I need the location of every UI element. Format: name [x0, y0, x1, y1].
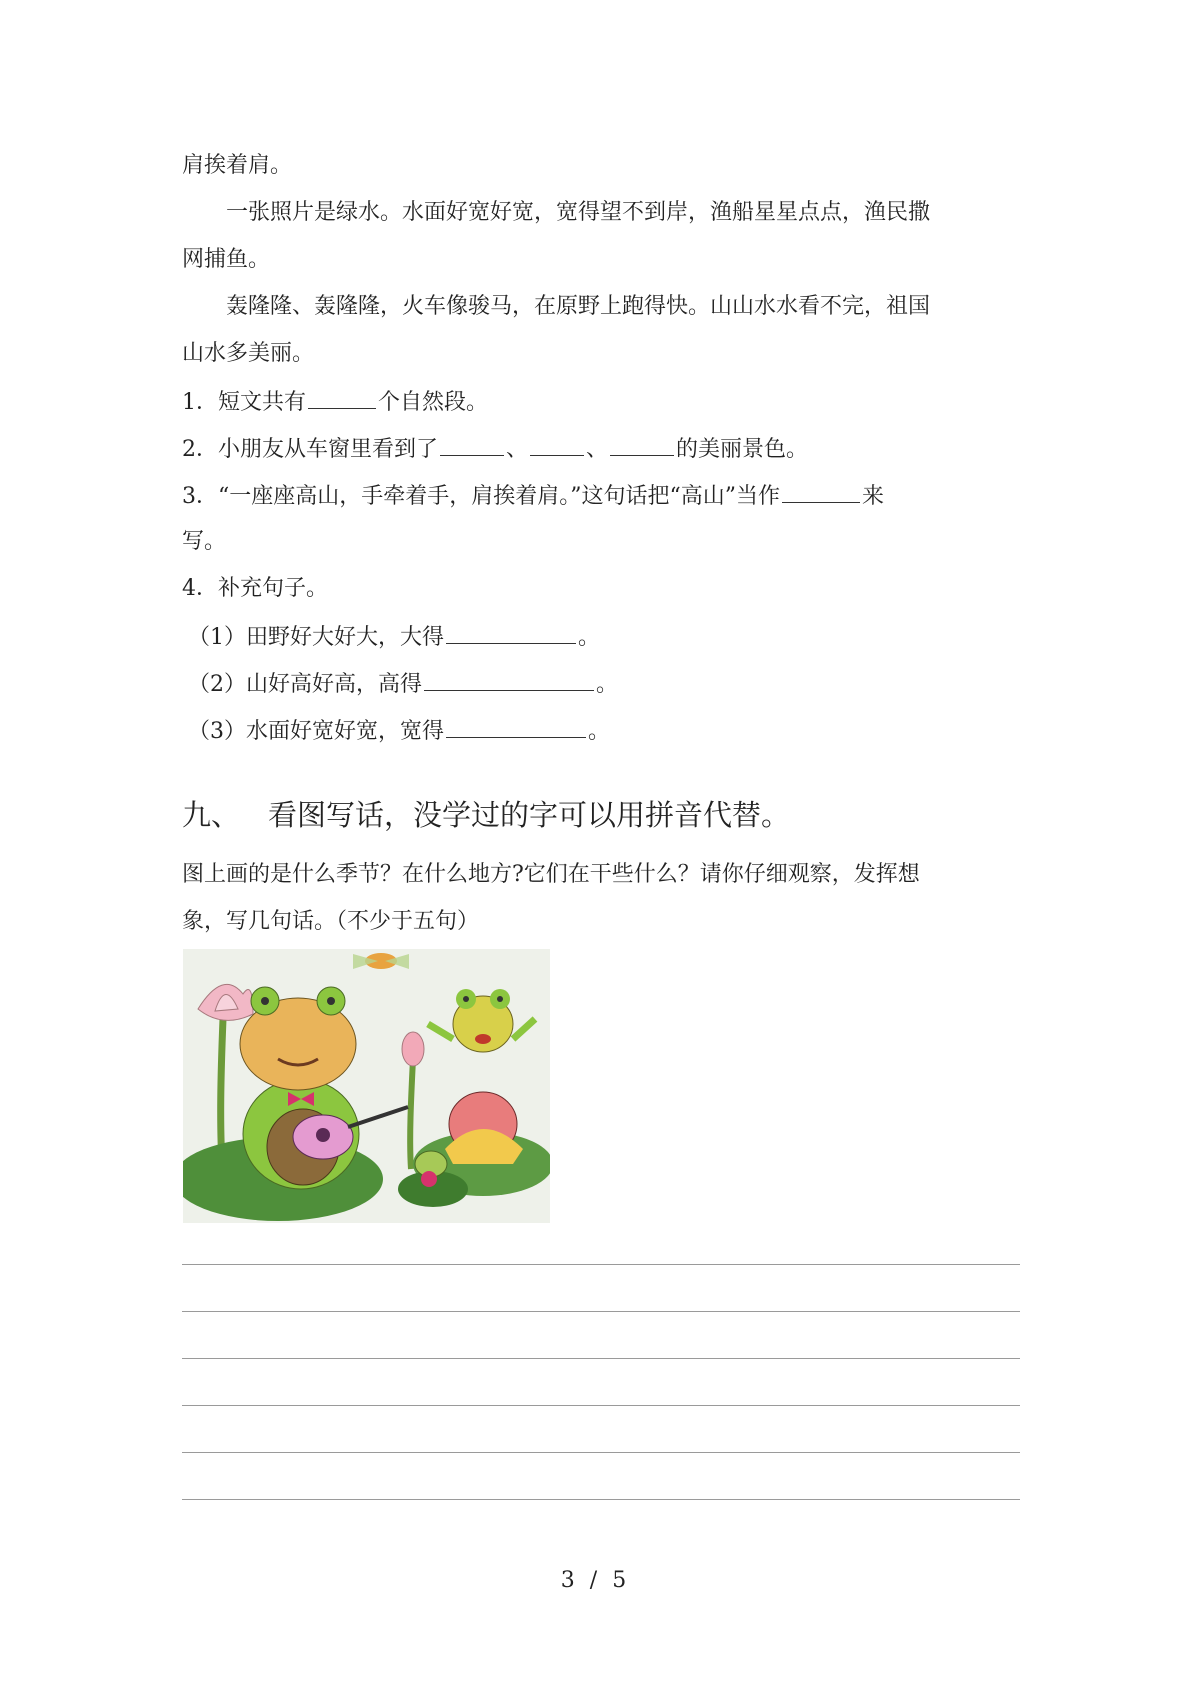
writing-line[interactable] [182, 1499, 1020, 1500]
answer-blank[interactable] [530, 433, 584, 456]
answer-blank[interactable] [610, 433, 674, 456]
question-text: （2）山好高好高，高得 [188, 672, 422, 697]
sub-question-2 [188, 668, 618, 700]
answer-blank[interactable] [446, 621, 576, 644]
question-text: （3）水面好宽好宽，宽得 [188, 719, 444, 744]
passage-line: 肩挨着肩。 [182, 153, 293, 178]
answer-blank[interactable] [782, 480, 860, 503]
question-text: 。 [588, 719, 611, 744]
writing-line[interactable] [182, 1358, 1020, 1359]
writing-line[interactable] [182, 1311, 1020, 1312]
question-text: 3．“一座座高山，手牵着手，肩挨着肩。”这句话把“高山”当作 [182, 484, 780, 509]
question-text: 来 [862, 484, 885, 509]
question-text: 。 [578, 625, 601, 650]
passage-line: 一张照片是绿水。水面好宽好宽，宽得望不到岸，渔船星星点点，渔民撒 [226, 200, 931, 225]
answer-blank[interactable] [440, 433, 504, 456]
writing-line[interactable] [182, 1264, 1020, 1265]
passage-line: 轰隆隆、轰隆隆，火车像骏马，在原野上跑得快。山山水水看不完，祖国 [226, 294, 931, 319]
passage-line: 山水多美丽。 [182, 341, 315, 366]
frogs-in-lotus-pond-drawing-icon [183, 949, 550, 1223]
section-number: 九、 [182, 798, 241, 832]
passage-line: 网捕鱼。 [182, 247, 271, 272]
prompt-line: 象，写几句话。（不少于五句） [182, 909, 480, 934]
prompt-line: 图上画的是什么季节？在什么地方?它们在干些什么？请你仔细观察，发挥想 [182, 862, 920, 887]
question-text: 个自然段。 [378, 390, 489, 415]
sub-question-1 [188, 621, 600, 653]
section-heading [182, 797, 790, 833]
question-text: 2．小朋友从车窗里看到了 [182, 437, 438, 462]
answer-blank[interactable] [308, 386, 376, 409]
writing-line[interactable] [182, 1405, 1020, 1406]
question-4: 4．补充句子。 [182, 576, 328, 601]
question-2 [182, 433, 808, 465]
question-3 [182, 480, 884, 512]
question-text: （1）田野好大好大，大得 [188, 625, 444, 650]
answer-blank[interactable] [446, 715, 586, 738]
section-title: 看图写话，没学过的字可以用拼音代替。 [268, 798, 791, 832]
question-text: 1．短文共有 [182, 390, 306, 415]
sub-question-3 [188, 715, 610, 747]
question-text: 。 [596, 672, 619, 697]
question-text: 的美丽景色。 [676, 437, 809, 462]
answer-blank[interactable] [424, 668, 594, 691]
question-3-cont: 写。 [182, 529, 227, 554]
page-number: 3 / 5 [560, 1568, 631, 1593]
separator: 、 [586, 437, 609, 462]
separator: 、 [506, 437, 529, 462]
writing-line[interactable] [182, 1452, 1020, 1453]
question-1 [182, 386, 488, 418]
